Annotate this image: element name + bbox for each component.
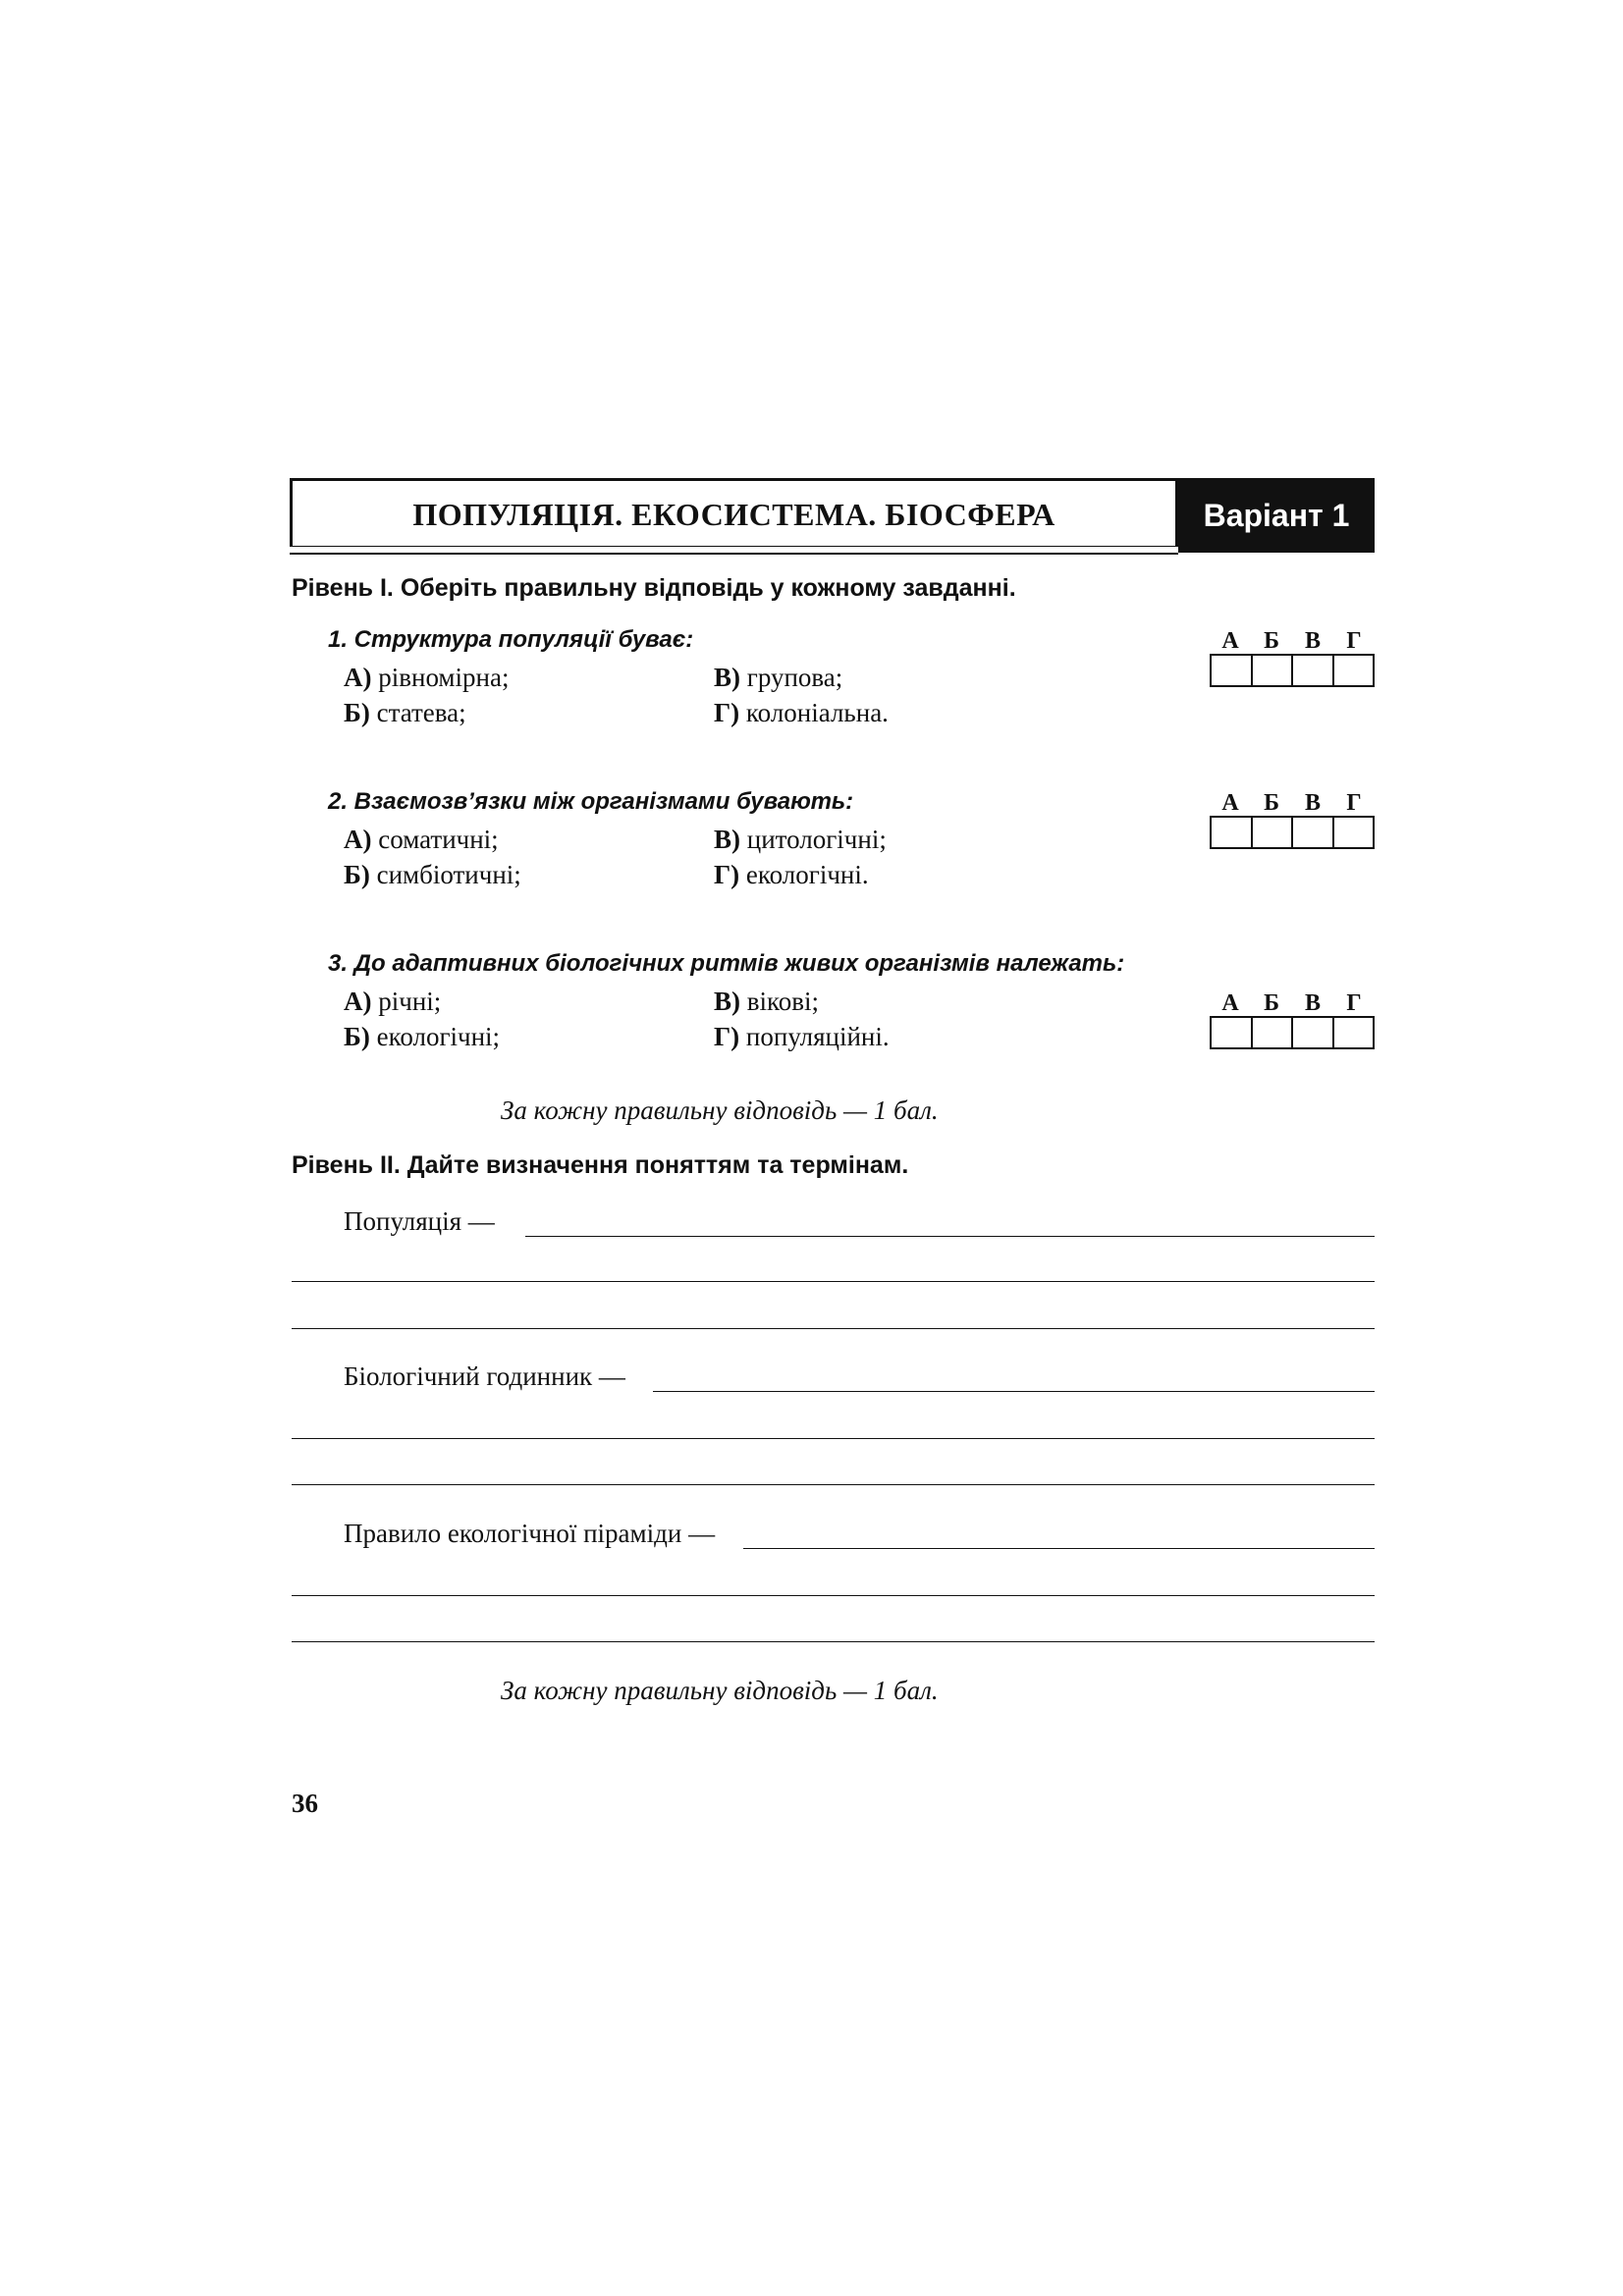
answer-cell-g[interactable]	[1334, 1018, 1374, 1047]
term-population: Популяція —	[344, 1206, 495, 1236]
question-1: 1. Структура популяції буває:	[328, 626, 694, 653]
q2-option-a: А) соматичні;	[344, 825, 499, 854]
answer-line[interactable]	[292, 1484, 1375, 1485]
answer-line[interactable]	[292, 1641, 1375, 1642]
answer-cell-a[interactable]	[1212, 656, 1253, 685]
level-2-score-note: За кожну правильну відповідь — 1 бал.	[501, 1676, 939, 1705]
answer-line[interactable]	[743, 1548, 1375, 1549]
section-header	[290, 478, 1375, 553]
answer-cells	[1210, 654, 1375, 687]
answer-line[interactable]	[292, 1595, 1375, 1596]
q2-option-b: Б) симбіотичні;	[344, 860, 521, 889]
answer-cells	[1210, 816, 1375, 849]
level-2-heading: Рівень ІІ. Дайте визначення поняттям та термінам.	[292, 1151, 909, 1179]
level-1-score-note: За кожну правильну відповідь — 1 бал.	[501, 1095, 939, 1125]
q3-option-g: Г) популяційні.	[714, 1022, 890, 1051]
answer-line[interactable]	[292, 1281, 1375, 1282]
q2-answer-grid	[1210, 790, 1375, 849]
answer-cell-b[interactable]	[1253, 656, 1294, 685]
answer-letters: А Б В Г	[1221, 790, 1362, 816]
q1-option-a: А) рівномірна;	[344, 663, 510, 692]
answer-cells	[1210, 1016, 1375, 1049]
q1-option-g: Г) колоніальна.	[714, 698, 889, 727]
section-title: ПОПУЛЯЦІЯ. ЕКОСИСТЕМА. БІОСФЕРА	[412, 497, 1055, 532]
answer-cell-a[interactable]	[1212, 1018, 1253, 1047]
answer-cell-v[interactable]	[1293, 656, 1334, 685]
title-box	[290, 478, 1178, 547]
q2-option-g: Г) екологічні.	[714, 860, 869, 889]
page-number: 36	[292, 1789, 318, 1818]
answer-cell-v[interactable]	[1293, 1018, 1334, 1047]
answer-cell-v[interactable]	[1293, 818, 1334, 847]
answer-line[interactable]	[525, 1236, 1375, 1237]
q2-option-v: В) цитологічні;	[714, 825, 887, 854]
q1-answer-grid	[1210, 628, 1375, 687]
q1-option-b: Б) статева;	[344, 698, 466, 727]
q3-option-v: В) вікові;	[714, 987, 819, 1016]
q1-option-v: В) групова;	[714, 663, 843, 692]
q3-answer-grid	[1210, 990, 1375, 1049]
answer-cell-g[interactable]	[1334, 656, 1374, 685]
answer-cell-b[interactable]	[1253, 818, 1294, 847]
answer-cell-a[interactable]	[1212, 818, 1253, 847]
level-1-heading: Рівень І. Оберіть правильну відповідь у кожному завданні.	[292, 574, 1016, 602]
answer-line[interactable]	[292, 1328, 1375, 1329]
variant-badge: Варіант 1	[1178, 478, 1375, 553]
answer-letters: А Б В Г	[1221, 628, 1362, 654]
answer-cell-g[interactable]	[1334, 818, 1374, 847]
answer-line[interactable]	[292, 1438, 1375, 1439]
q3-option-a: А) річні;	[344, 987, 442, 1016]
term-biological-clock: Біологічний годинник —	[344, 1362, 625, 1391]
term-ecological-pyramid: Правило екологічної піраміди —	[344, 1519, 716, 1548]
question-2: 2. Взаємозв’язки між організмами бувають:	[328, 788, 854, 815]
question-3: 3. До адаптивних біологічних ритмів живих організмів належать:	[328, 950, 1125, 977]
answer-line[interactable]	[653, 1391, 1375, 1392]
q3-option-b: Б) екологічні;	[344, 1022, 501, 1051]
answer-letters: А Б В Г	[1221, 990, 1362, 1016]
answer-cell-b[interactable]	[1253, 1018, 1294, 1047]
